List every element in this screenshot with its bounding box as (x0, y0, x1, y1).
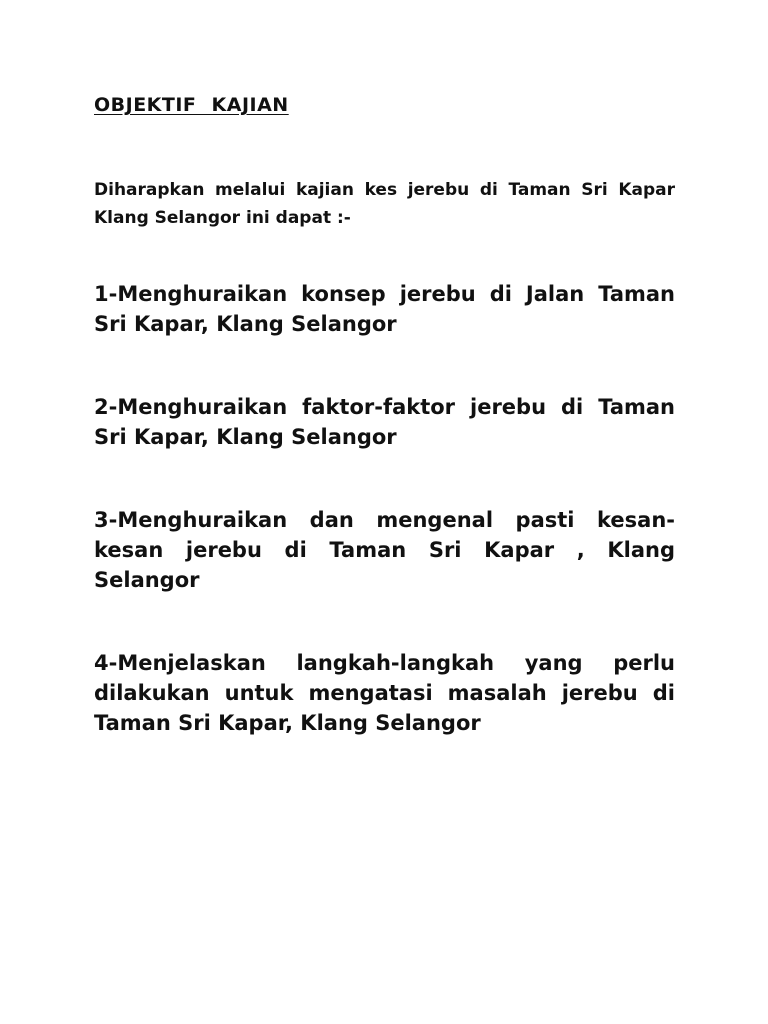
intro-paragraph: Diharapkan melalui kajian kes jerebu di Taman Sri Kapar Klang Selangor ini dapat :- (94, 180, 675, 228)
objective-item-4: 4-Menjelaskan langkah-langkah yang perlu dilakukan untuk mengatasi masalah jerebu di Taman Sri Kapar, Klang Selangor (94, 651, 675, 735)
document-title: OBJEKTIF KAJIAN (94, 94, 289, 116)
objective-item-1: 1-Menghuraikan konsep jerebu di Jalan Taman Sri Kapar, Klang Selangor (94, 282, 675, 336)
document-content (94, 92, 675, 738)
objective-item-3: 3-Menghuraikan dan mengenal pasti kesan-kesan jerebu di Taman Sri Kapar , Klang Selangor (94, 508, 675, 592)
objectives-list (94, 279, 675, 738)
objective-item-2: 2-Menghuraikan faktor-faktor jerebu di Taman Sri Kapar, Klang Selangor (94, 395, 675, 449)
